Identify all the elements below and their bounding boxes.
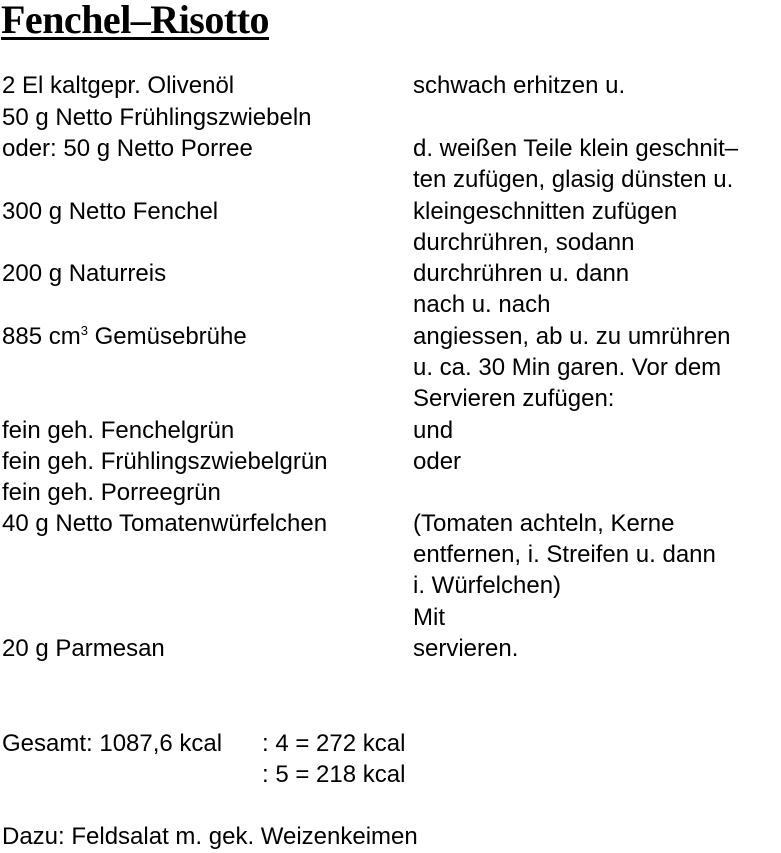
ingredient-olive-oil: 2 El kaltgepr. Olivenöl (2, 72, 235, 99)
instruction-line: oder (413, 448, 462, 475)
instruction-line: ten zufügen, glasig dünsten u. (413, 166, 734, 193)
side-dish: Dazu: Feldsalat m. gek. Weizenkeimen (2, 823, 418, 850)
ingredient-leek: oder: 50 g Netto Porree (2, 135, 253, 162)
broth-amount: 885 cm (2, 323, 81, 350)
instruction-line: d. weißen Teile klein geschnit– (413, 135, 739, 162)
instruction-line: nach u. nach (413, 291, 551, 318)
broth-name: Gemüsebrühe (94, 323, 247, 350)
instruction-line: durchrühren, sodann (413, 229, 635, 256)
ingredient-parmesan: 20 g Parmesan (2, 635, 165, 662)
instruction-line: und (413, 417, 454, 444)
instruction-line: Mit (413, 604, 445, 631)
instruction-line: schwach erhitzen u. (413, 72, 626, 99)
ingredient-rice: 200 g Naturreis (2, 260, 167, 287)
kcal-per-5: : 5 = 218 kcal (262, 761, 406, 788)
cubic-superscript: 3 (80, 323, 88, 338)
ingredient-tomato-cubes: 40 g Netto Tomatenwürfelchen (2, 510, 328, 537)
ingredient-spring-onions: 50 g Netto Frühlingszwiebeln (2, 104, 312, 131)
ingredient-leek-greens: fein geh. Porreegrün (2, 479, 221, 506)
recipe-title: Fenchel–Risotto (1, 0, 270, 42)
instruction-line: servieren. (413, 635, 519, 662)
kcal-per-4: : 4 = 272 kcal (262, 730, 406, 757)
instruction-line: kleingeschnitten zufügen (413, 198, 678, 225)
instruction-line: angiessen, ab u. zu umrühren (413, 323, 731, 350)
instruction-line: i. Würfelchen) (413, 572, 562, 599)
ingredient-fennel-greens: fein geh. Fenchelgrün (2, 417, 235, 444)
ingredient-broth (2, 321, 247, 352)
instruction-line: (Tomaten achteln, Kerne (413, 510, 675, 537)
instruction-line: Servieren zufügen: (413, 385, 615, 412)
instruction-line: entfernen, i. Streifen u. dann (413, 541, 716, 568)
instruction-line: durchrühren u. dann (413, 260, 630, 287)
total-kcal: Gesamt: 1087,6 kcal (2, 730, 223, 757)
instruction-line: u. ca. 30 Min garen. Vor dem (413, 354, 722, 381)
ingredient-fennel: 300 g Netto Fenchel (2, 198, 219, 225)
ingredient-spring-onion-greens: fein geh. Frühlingszwiebelgrün (2, 448, 328, 475)
